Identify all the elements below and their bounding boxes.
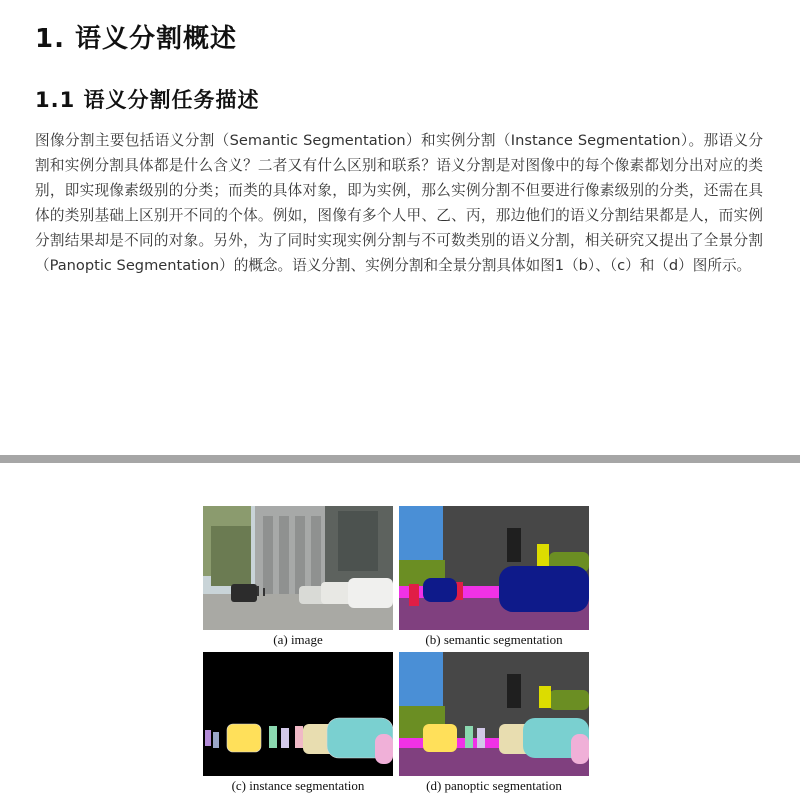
caption-instance: (c) instance segmentation	[231, 778, 365, 793]
figure-1	[203, 506, 589, 802]
panel-semantic	[399, 506, 589, 630]
page-divider	[0, 455, 800, 463]
panel-instance	[203, 652, 393, 776]
panel-panoptic	[399, 652, 589, 776]
caption-image: (a) image	[273, 632, 323, 647]
panel-image	[203, 506, 393, 630]
caption-semantic: (b) semantic segmentation	[425, 632, 563, 647]
section-heading: 1. 语义分割概述	[35, 24, 238, 54]
subsection-heading: 1.1 语义分割任务描述	[35, 88, 260, 112]
caption-panoptic: (d) panoptic segmentation	[426, 778, 562, 793]
body-paragraph: 图像分割主要包括语义分割（Semantic Segmentation）和实例分割（Instance Segmentation）。那语义分割和实例分割具体都是什么含义？二者又有什么区别和联系？语义分割是对图像中的每个像素都划分出对应的类别，即实现像素级别的分类；而类的具体对象，即为实例，那么实例分割不但要进行像素级别的分类，还需在具体的类别基础上区别开不同的个体。例如，图像有多个人甲、乙、丙，那边他们的语义分割结果都是人，而实例分割结果却是不同的对象。另外，为了同时实现实例分割与不可数类别的语义分割，相关研究又提出了全景分割（Panoptic Segmentation）的概念。语义分割、实例分割和全景分割具体如图1（b）、（c）和（d）图所示。	[35, 132, 763, 274]
